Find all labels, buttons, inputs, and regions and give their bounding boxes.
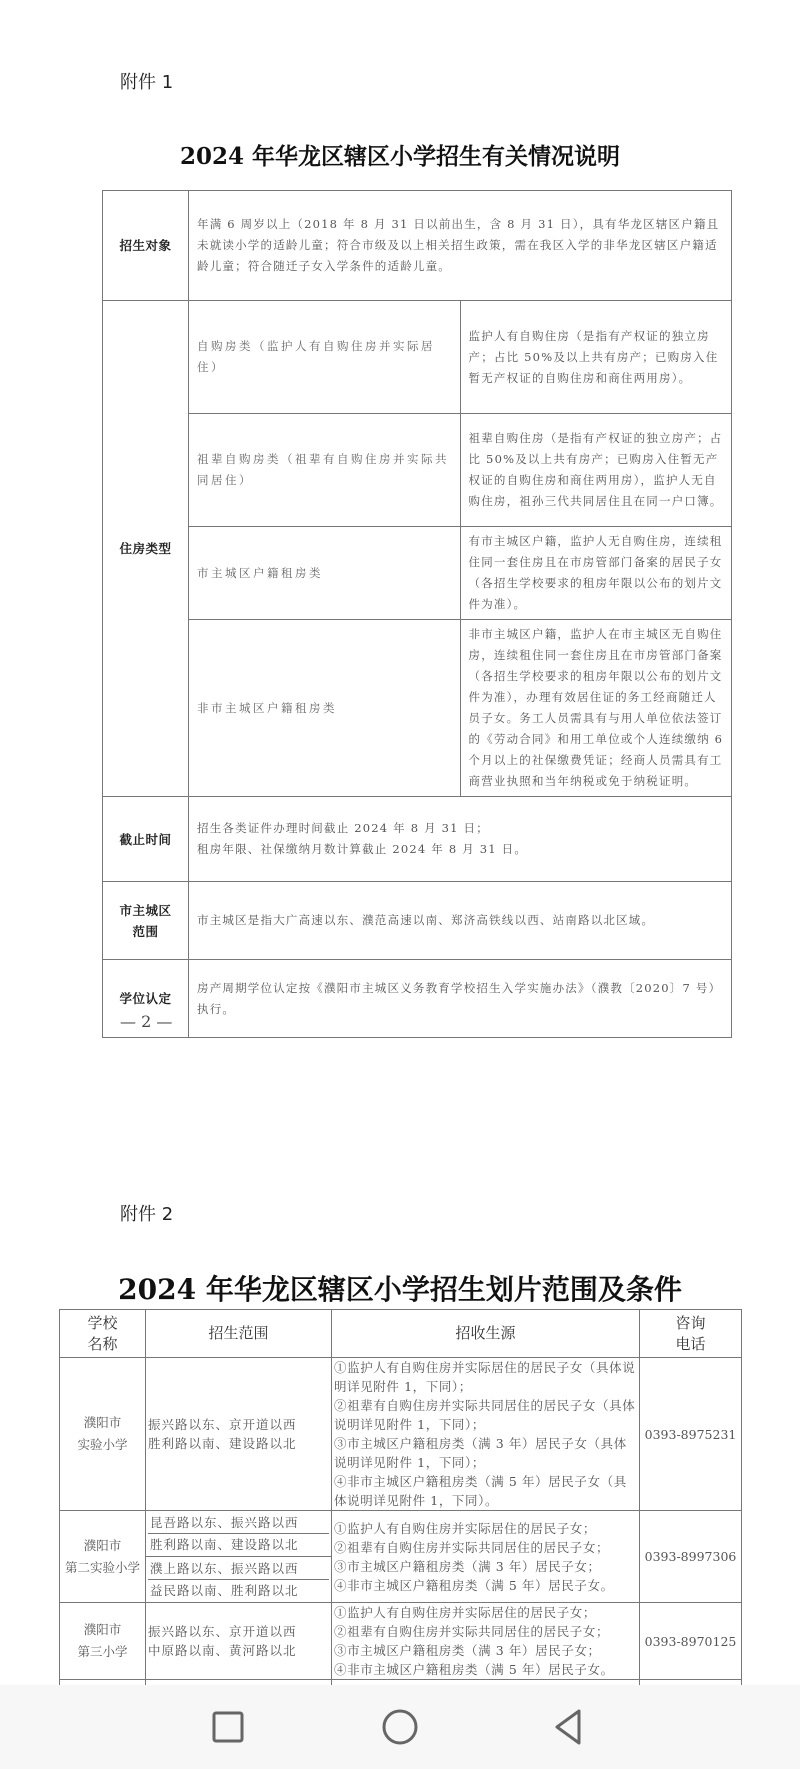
label-degree: 学位认定 xyxy=(103,960,189,1038)
attachment-label-1: 附件 1 xyxy=(120,72,174,93)
school-name xyxy=(60,1358,146,1511)
range-line: 濮上路以东、振兴路以西 xyxy=(148,1558,329,1580)
recent-apps-button[interactable] xyxy=(208,1707,248,1747)
page1-title: 2024 年华龙区辖区小学招生有关情况说明 xyxy=(179,143,621,170)
circle-home-icon xyxy=(380,1707,420,1747)
home-button[interactable] xyxy=(380,1707,420,1747)
school-name-l2: 实验小学 xyxy=(77,1437,128,1452)
housing-type-name: 非市主城区户籍租房类 xyxy=(189,620,461,797)
back-button[interactable] xyxy=(548,1707,588,1747)
range-line: 益民路以南、胜利路以北 xyxy=(150,1583,299,1598)
degree-text: 房产周期学位认定按《濮阳市主城区义务教育学校招生入学实施办法》（濮教〔2020〕7 号）执行。 xyxy=(189,960,732,1038)
row-housing-3 xyxy=(103,527,732,620)
housing-type-desc: 非市主城区户籍，监护人在市主城区无自购住房，连续租住同一套住房且在市房管部门备案（各招生学校要求的租房年限以公布的划片文件为准），办理有效居住证的务工经商随迁人员子女。务工人员需具有与用人单位依法签订的《劳动合同》和用工单位或个人连续缴纳 6 个月以上的社保缴费凭证；经商人员需具有工商营业执照和当年纳税或免于纳税证明。 xyxy=(460,620,732,797)
housing-type-desc: 祖辈自购住房（是指有产权证的独立房产；占比 50%及以上共有房产；已购房入住暂无产权证的自购住房和商住两用房），监护人无自购住房，祖孙三代共同居住且在同一户口簿。 xyxy=(460,414,732,527)
school-name-l1: 濮阳市 xyxy=(83,1537,122,1553)
target-text: 年满 6 周岁以上（2018 年 8 月 31 日以前出生，含 8 月 31 日），具有华龙区辖区户籍且未就读小学的适龄儿童；符合市级及以上相关招生政策，需在我区入学的非华龙区辖区户籍适龄儿童；符合随迁子女入学条件的适龄儿童。 xyxy=(189,191,732,301)
header-school-l2: 名称 xyxy=(87,1334,118,1353)
label-city-area-line1: 市主城区 xyxy=(119,902,172,918)
header-phone xyxy=(640,1310,742,1358)
school-row xyxy=(60,1358,742,1511)
range-line: 振兴路以东、京开道以西 xyxy=(148,1624,297,1639)
header-phone-l1: 咨询 xyxy=(675,1313,706,1332)
school-range xyxy=(146,1358,332,1511)
navigation-bar xyxy=(0,1685,800,1769)
school-sources xyxy=(332,1511,640,1603)
label-target: 招生对象 xyxy=(103,191,189,301)
header-phone-l2: 电话 xyxy=(675,1334,706,1353)
city-area-text: 市主城区是指大广高速以东、濮范高速以南、郑济高铁线以西、站南路以北区域。 xyxy=(189,882,732,960)
range-block-a xyxy=(146,1511,331,1557)
school-name-l1: 濮阳市 xyxy=(83,1622,122,1637)
row-deadline xyxy=(103,797,732,882)
source-item: ①监护人有自购住房并实际居住的居民子女（具体说明详见附件 1，下同）； xyxy=(334,1360,636,1394)
school-phone: 0393-8997306 xyxy=(640,1511,742,1603)
page2-title: 2024 年华龙区辖区小学招生划片范围及条件 xyxy=(118,1273,682,1306)
source-item: ③市主城区户籍租房类（满 3 年）居民子女； xyxy=(334,1643,601,1658)
school-name-l2: 第三小学 xyxy=(77,1644,128,1659)
range-line: 中原路以南、黄河路以北 xyxy=(148,1643,297,1658)
school-sources xyxy=(332,1358,640,1511)
school-zoning-table xyxy=(59,1309,742,1740)
source-item: ③市主城区户籍租房类（满 3 年）居民子女； xyxy=(334,1558,601,1574)
header-school-l1: 学校 xyxy=(87,1313,118,1332)
range-block-b xyxy=(146,1557,331,1602)
school-name xyxy=(60,1511,146,1603)
row-degree xyxy=(103,960,732,1038)
housing-type-name: 祖辈自购房类（祖辈有自购住房并实际共同居住） xyxy=(189,414,461,527)
school-row xyxy=(60,1603,742,1680)
school-range xyxy=(146,1511,332,1603)
deadline-line-1: 招生各类证件办理时间截止 2024 年 8 月 31 日； xyxy=(197,821,489,835)
school-name-l1: 濮阳市 xyxy=(83,1415,122,1430)
housing-type-name: 市主城区户籍租房类 xyxy=(189,527,461,620)
label-city-area xyxy=(103,882,189,960)
range-line: 振兴路以东、京开道以西 xyxy=(148,1417,297,1432)
label-city-area-line2: 范围 xyxy=(132,923,159,939)
housing-type-name: 自购房类（监护人有自购住房并实际居住） xyxy=(189,301,461,414)
source-item: ④非市主城区户籍租房类（满 5 年）居民子女。 xyxy=(334,1577,614,1593)
source-item: ①监护人有自购住房并实际居住的居民子女； xyxy=(334,1520,597,1536)
source-item: ④非市主城区户籍租房类（满 5 年）居民子女。 xyxy=(334,1662,614,1677)
source-item: ②祖辈有自购住房并实际共同居住的居民子女； xyxy=(334,1539,610,1555)
square-recent-apps-icon xyxy=(211,1710,245,1744)
source-item: ④非市主城区户籍租房类（满 5 年）居民子女（具体说明详见附件 1，下同）。 xyxy=(334,1474,627,1508)
enrollment-info-table xyxy=(102,190,732,1038)
attachment-label-2: 附件 2 xyxy=(120,1204,174,1225)
row-housing-2 xyxy=(103,414,732,527)
housing-type-desc: 有市主城区户籍，监护人无自购住房，连续租住同一套住房且在市房管部门备案的居民子女（各招生学校要求的租房年限以公布的划片文件为准）。 xyxy=(460,527,732,620)
label-deadline: 截止时间 xyxy=(103,797,189,882)
header-source: 招收生源 xyxy=(332,1310,640,1358)
source-item: ③市主城区户籍租房类（满 3 年）居民子女（具体说明详见附件 1，下同）； xyxy=(334,1436,627,1470)
school-name-l2: 第二实验小学 xyxy=(64,1559,140,1575)
page-number: — 2 — xyxy=(120,1012,173,1031)
source-item: ②祖辈有自购住房并实际共同居住的居民子女； xyxy=(334,1624,610,1639)
school-phone: 0393-8970125 xyxy=(640,1603,742,1680)
deadline-line-2: 租房年限、社保缴纳月数计算截止 2024 年 8 月 31 日。 xyxy=(197,842,528,856)
housing-type-desc: 监护人有自购住房（是指有产权证的独立房产；占比 50%及以上共有房产；已购房入住暂无产权证的自购住房和商住两用房）。 xyxy=(460,301,732,414)
row-housing-4 xyxy=(103,620,732,797)
label-housing: 住房类型 xyxy=(103,301,189,797)
school-sources xyxy=(332,1603,640,1680)
source-item: ①监护人有自购住房并实际居住的居民子女； xyxy=(334,1605,597,1620)
row-housing-1 xyxy=(103,301,732,414)
header-school xyxy=(60,1310,146,1358)
school-phone: 0393-8975231 xyxy=(640,1358,742,1511)
deadline-text xyxy=(189,797,732,882)
triangle-back-icon xyxy=(551,1707,585,1747)
school-name xyxy=(60,1603,146,1680)
header-range: 招生范围 xyxy=(146,1310,332,1358)
range-line: 胜利路以南、建设路以北 xyxy=(148,1436,297,1451)
range-line: 胜利路以南、建设路以北 xyxy=(150,1537,299,1552)
school-range xyxy=(146,1603,332,1680)
source-item: ②祖辈有自购住房并实际共同居住的居民子女（具体说明详见附件 1，下同）； xyxy=(334,1398,636,1432)
row-target xyxy=(103,191,732,301)
range-line: 昆吾路以东、振兴路以西 xyxy=(148,1512,329,1534)
row-city-area xyxy=(103,882,732,960)
header-row xyxy=(60,1310,742,1358)
school-row xyxy=(60,1511,742,1603)
